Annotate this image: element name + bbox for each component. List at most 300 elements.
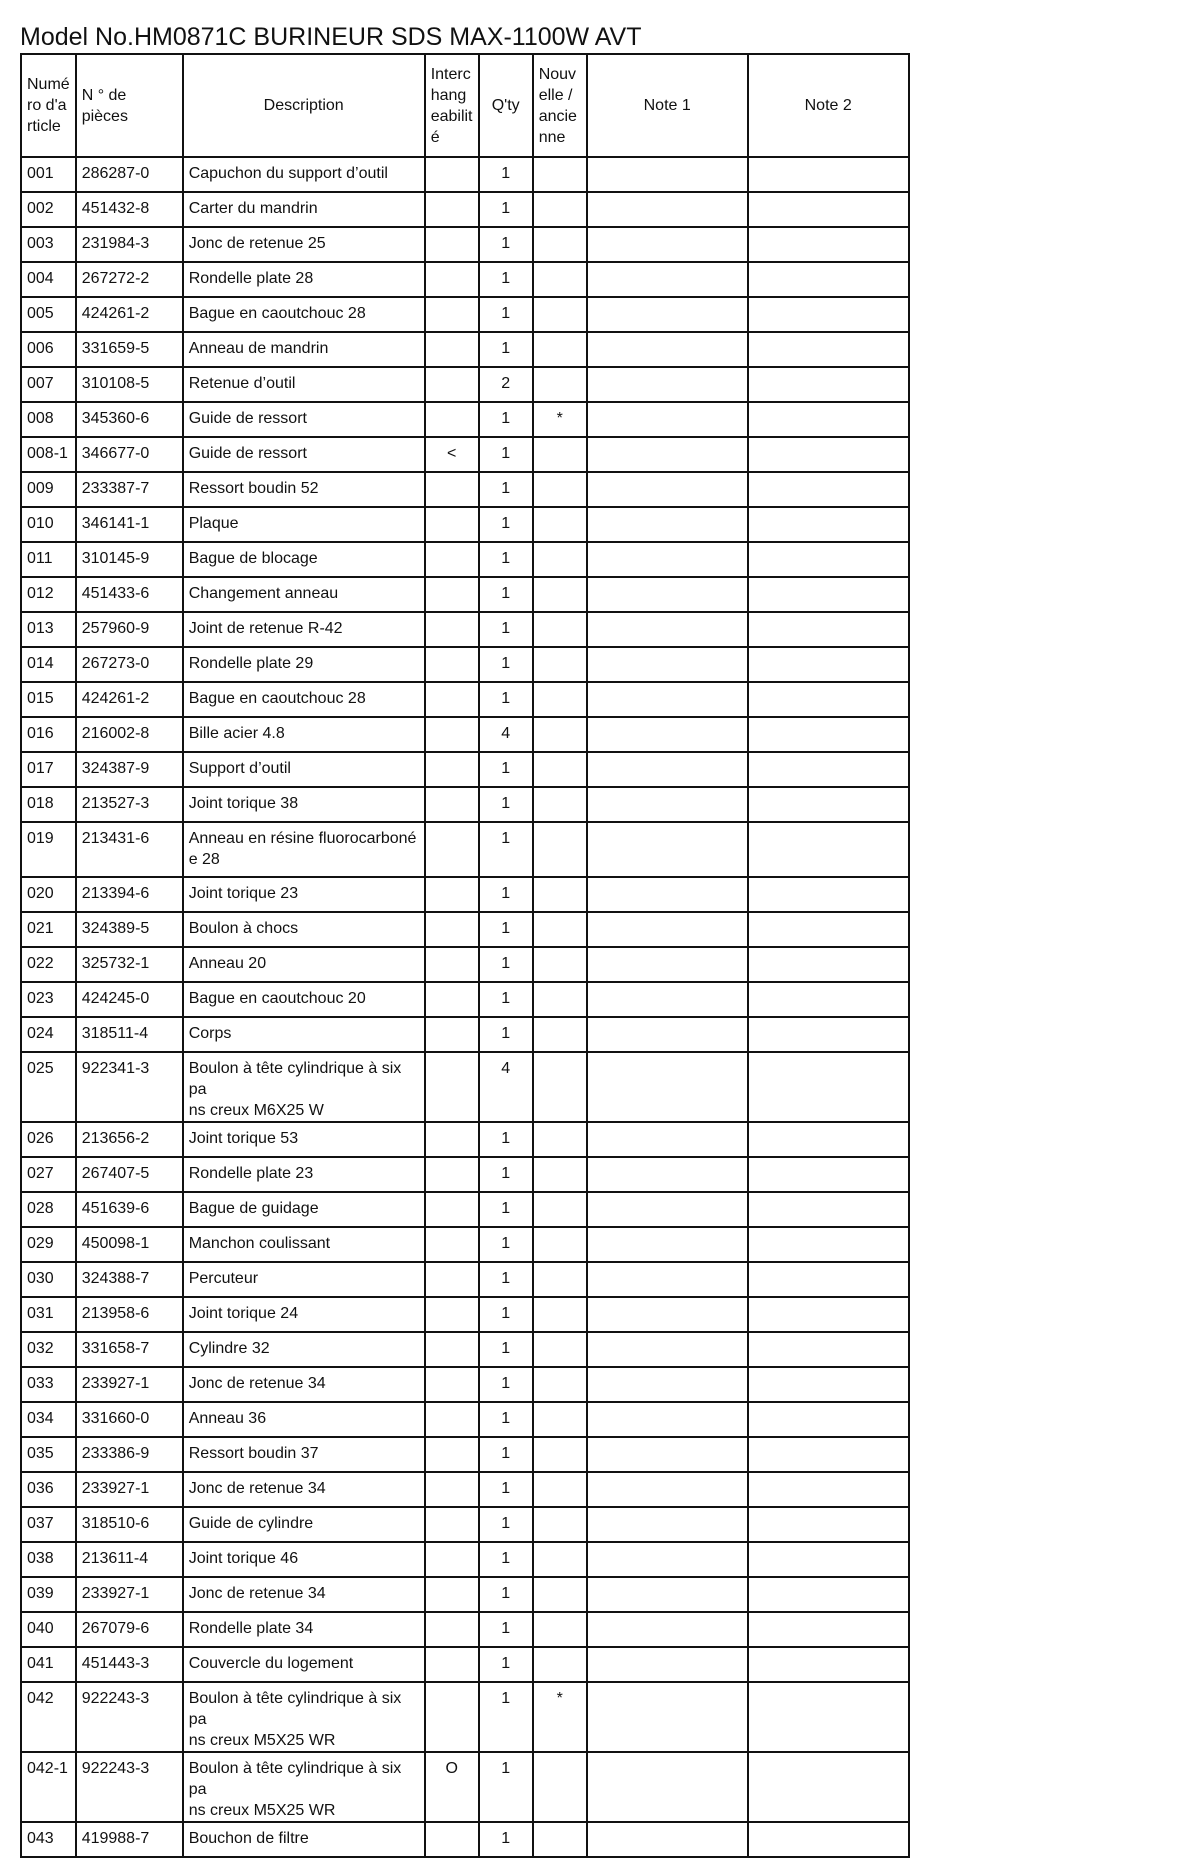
cell-quantity: 1 <box>479 1122 533 1157</box>
table-row <box>21 577 909 612</box>
table-row <box>21 192 909 227</box>
cell-note-2 <box>748 752 909 787</box>
cell-item-number: 006 <box>21 332 76 367</box>
cell-description: Ressort boudin 37 <box>183 1437 425 1472</box>
cell-note-1 <box>587 822 748 877</box>
cell-part-number: 451443-3 <box>76 1647 183 1682</box>
cell-description: Rondelle plate 29 <box>183 647 425 682</box>
table-row <box>21 822 909 877</box>
cell-part-number: 346677-0 <box>76 437 183 472</box>
cell-interchangeability <box>425 542 479 577</box>
cell-interchangeability <box>425 1612 479 1647</box>
cell-part-number: 233386-9 <box>76 1437 183 1472</box>
cell-quantity: 1 <box>479 1437 533 1472</box>
cell-interchangeability <box>425 1192 479 1227</box>
cell-quantity: 1 <box>479 947 533 982</box>
cell-note-1 <box>587 332 748 367</box>
cell-quantity: 1 <box>479 752 533 787</box>
cell-description: Jonc de retenue 34 <box>183 1367 425 1402</box>
cell-description: Jonc de retenue 25 <box>183 227 425 262</box>
cell-note-1 <box>587 877 748 912</box>
table-row <box>21 947 909 982</box>
header-part-number: N ° de pièces <box>76 54 183 157</box>
cell-note-2 <box>748 1297 909 1332</box>
table-row <box>21 1017 909 1052</box>
table-row <box>21 297 909 332</box>
cell-part-number: 233927-1 <box>76 1367 183 1402</box>
cell-interchangeability <box>425 1507 479 1542</box>
cell-description: Cylindre 32 <box>183 1332 425 1367</box>
cell-part-number: 267079-6 <box>76 1612 183 1647</box>
cell-item-number: 031 <box>21 1297 76 1332</box>
cell-note-1 <box>587 577 748 612</box>
cell-description: Joint de retenue R-42 <box>183 612 425 647</box>
cell-new-old <box>533 542 587 577</box>
cell-interchangeability <box>425 332 479 367</box>
cell-note-2 <box>748 1017 909 1052</box>
cell-note-2 <box>748 822 909 877</box>
cell-interchangeability <box>425 1577 479 1612</box>
cell-part-number: 216002-8 <box>76 717 183 752</box>
table-row <box>21 1402 909 1437</box>
cell-note-1 <box>587 1367 748 1402</box>
header-note-1: Note 1 <box>587 54 748 157</box>
cell-note-1 <box>587 1682 748 1752</box>
cell-interchangeability <box>425 1542 479 1577</box>
cell-note-2 <box>748 787 909 822</box>
cell-note-2 <box>748 982 909 1017</box>
cell-description: Carter du mandrin <box>183 192 425 227</box>
cell-new-old <box>533 1437 587 1472</box>
cell-part-number: 324387-9 <box>76 752 183 787</box>
cell-description: Retenue d’outil <box>183 367 425 402</box>
header-interchangeability: Interc hang eabilit é <box>425 54 479 157</box>
cell-new-old: * <box>533 402 587 437</box>
cell-note-2 <box>748 297 909 332</box>
cell-description: Anneau de mandrin <box>183 332 425 367</box>
cell-interchangeability <box>425 402 479 437</box>
cell-note-2 <box>748 1647 909 1682</box>
cell-part-number: 922243-3 <box>76 1752 183 1822</box>
cell-interchangeability <box>425 877 479 912</box>
table-row <box>21 1542 909 1577</box>
cell-description: Manchon coulissant <box>183 1227 425 1262</box>
cell-note-1 <box>587 787 748 822</box>
cell-interchangeability <box>425 192 479 227</box>
cell-part-number: 424245-0 <box>76 982 183 1017</box>
cell-description: Corps <box>183 1017 425 1052</box>
cell-quantity: 1 <box>479 1647 533 1682</box>
cell-note-1 <box>587 1402 748 1437</box>
cell-interchangeability <box>425 612 479 647</box>
cell-note-1 <box>587 1822 748 1857</box>
cell-part-number: 286287-0 <box>76 157 183 192</box>
cell-note-2 <box>748 157 909 192</box>
cell-quantity: 1 <box>479 332 533 367</box>
cell-description: Boulon à tête cylindrique à six pa ns creux M5X25 WR <box>183 1752 425 1822</box>
cell-interchangeability <box>425 1402 479 1437</box>
table-row <box>21 507 909 542</box>
cell-part-number: 451433-6 <box>76 577 183 612</box>
cell-part-number: 331658-7 <box>76 1332 183 1367</box>
cell-description: Capuchon du support d’outil <box>183 157 425 192</box>
cell-interchangeability <box>425 262 479 297</box>
cell-note-2 <box>748 877 909 912</box>
table-row <box>21 1122 909 1157</box>
table-row <box>21 437 909 472</box>
cell-interchangeability: < <box>425 437 479 472</box>
cell-interchangeability: O <box>425 1752 479 1822</box>
cell-note-1 <box>587 472 748 507</box>
cell-item-number: 008 <box>21 402 76 437</box>
cell-quantity: 1 <box>479 542 533 577</box>
table-row <box>21 402 909 437</box>
cell-new-old: * <box>533 1682 587 1752</box>
cell-note-1 <box>587 1052 748 1122</box>
cell-part-number: 267272-2 <box>76 262 183 297</box>
page-title: Model No.HM0871C BURINEUR SDS MAX-1100W AVT <box>20 23 642 51</box>
cell-interchangeability <box>425 1227 479 1262</box>
cell-item-number: 019 <box>21 822 76 877</box>
cell-item-number: 017 <box>21 752 76 787</box>
cell-note-1 <box>587 297 748 332</box>
cell-description: Bague de guidage <box>183 1192 425 1227</box>
cell-description: Rondelle plate 28 <box>183 262 425 297</box>
cell-item-number: 038 <box>21 1542 76 1577</box>
table-row <box>21 717 909 752</box>
cell-part-number: 213611-4 <box>76 1542 183 1577</box>
table-row <box>21 1332 909 1367</box>
cell-interchangeability <box>425 1122 479 1157</box>
cell-part-number: 922243-3 <box>76 1682 183 1752</box>
cell-item-number: 039 <box>21 1577 76 1612</box>
cell-item-number: 027 <box>21 1157 76 1192</box>
cell-part-number: 450098-1 <box>76 1227 183 1262</box>
cell-note-2 <box>748 1157 909 1192</box>
cell-description: Rondelle plate 34 <box>183 1612 425 1647</box>
cell-note-2 <box>748 1752 909 1822</box>
cell-item-number: 004 <box>21 262 76 297</box>
cell-note-2 <box>748 262 909 297</box>
cell-part-number: 267407-5 <box>76 1157 183 1192</box>
cell-part-number: 257960-9 <box>76 612 183 647</box>
cell-new-old <box>533 367 587 402</box>
cell-note-2 <box>748 1122 909 1157</box>
cell-quantity: 1 <box>479 1507 533 1542</box>
cell-note-2 <box>748 1402 909 1437</box>
cell-description: Support d’outil <box>183 752 425 787</box>
cell-description: Changement anneau <box>183 577 425 612</box>
cell-note-2 <box>748 437 909 472</box>
cell-note-1 <box>587 542 748 577</box>
cell-interchangeability <box>425 472 479 507</box>
cell-note-2 <box>748 1227 909 1262</box>
cell-part-number: 318511-4 <box>76 1017 183 1052</box>
cell-note-1 <box>587 1542 748 1577</box>
cell-description: Jonc de retenue 34 <box>183 1577 425 1612</box>
table-header-row <box>21 54 909 157</box>
cell-new-old <box>533 1262 587 1297</box>
cell-new-old <box>533 297 587 332</box>
cell-interchangeability <box>425 157 479 192</box>
cell-quantity: 1 <box>479 1367 533 1402</box>
cell-note-1 <box>587 1192 748 1227</box>
table-row <box>21 1682 909 1752</box>
cell-item-number: 032 <box>21 1332 76 1367</box>
cell-new-old <box>533 1332 587 1367</box>
table-row <box>21 612 909 647</box>
cell-interchangeability <box>425 507 479 542</box>
cell-item-number: 035 <box>21 1437 76 1472</box>
cell-interchangeability <box>425 822 479 877</box>
cell-description: Bague de blocage <box>183 542 425 577</box>
table-row <box>21 1577 909 1612</box>
cell-item-number: 015 <box>21 682 76 717</box>
cell-item-number: 028 <box>21 1192 76 1227</box>
cell-item-number: 003 <box>21 227 76 262</box>
cell-note-1 <box>587 682 748 717</box>
cell-note-2 <box>748 912 909 947</box>
cell-note-1 <box>587 1227 748 1262</box>
cell-note-2 <box>748 192 909 227</box>
cell-item-number: 030 <box>21 1262 76 1297</box>
parts-table-body <box>21 157 909 1857</box>
cell-item-number: 005 <box>21 297 76 332</box>
cell-interchangeability <box>425 577 479 612</box>
cell-note-2 <box>748 542 909 577</box>
header-description: Description <box>183 54 425 157</box>
cell-interchangeability <box>425 717 479 752</box>
cell-quantity: 1 <box>479 822 533 877</box>
cell-interchangeability <box>425 947 479 982</box>
cell-item-number: 025 <box>21 1052 76 1122</box>
cell-quantity: 1 <box>479 912 533 947</box>
header-new-old: Nouv elle / ancie nne <box>533 54 587 157</box>
cell-note-2 <box>748 1437 909 1472</box>
cell-interchangeability <box>425 367 479 402</box>
cell-description: Anneau en résine fluorocarboné e 28 <box>183 822 425 877</box>
table-row <box>21 912 909 947</box>
cell-part-number: 213394-6 <box>76 877 183 912</box>
cell-item-number: 042-1 <box>21 1752 76 1822</box>
cell-note-2 <box>748 947 909 982</box>
cell-item-number: 041 <box>21 1647 76 1682</box>
cell-part-number: 267273-0 <box>76 647 183 682</box>
cell-description: Guide de cylindre <box>183 1507 425 1542</box>
cell-quantity: 1 <box>479 1472 533 1507</box>
cell-part-number: 213656-2 <box>76 1122 183 1157</box>
cell-quantity: 1 <box>479 1752 533 1822</box>
cell-quantity: 2 <box>479 367 533 402</box>
cell-quantity: 1 <box>479 192 533 227</box>
table-row <box>21 982 909 1017</box>
cell-new-old <box>533 1822 587 1857</box>
cell-description: Guide de ressort <box>183 402 425 437</box>
cell-new-old <box>533 332 587 367</box>
cell-quantity: 1 <box>479 1157 533 1192</box>
cell-note-1 <box>587 1647 748 1682</box>
cell-part-number: 318510-6 <box>76 1507 183 1542</box>
cell-part-number: 324389-5 <box>76 912 183 947</box>
table-row <box>21 227 909 262</box>
cell-quantity: 1 <box>479 787 533 822</box>
cell-part-number: 233927-1 <box>76 1472 183 1507</box>
cell-part-number: 213527-3 <box>76 787 183 822</box>
cell-part-number: 331660-0 <box>76 1402 183 1437</box>
cell-interchangeability <box>425 227 479 262</box>
cell-quantity: 1 <box>479 227 533 262</box>
cell-note-2 <box>748 682 909 717</box>
cell-note-2 <box>748 332 909 367</box>
cell-new-old <box>533 822 587 877</box>
cell-note-2 <box>748 1612 909 1647</box>
cell-new-old <box>533 1122 587 1157</box>
cell-item-number: 037 <box>21 1507 76 1542</box>
cell-part-number: 451639-6 <box>76 1192 183 1227</box>
cell-item-number: 042 <box>21 1682 76 1752</box>
cell-note-1 <box>587 1507 748 1542</box>
cell-description: Bague en caoutchouc 20 <box>183 982 425 1017</box>
table-row <box>21 262 909 297</box>
table-row <box>21 1612 909 1647</box>
cell-item-number: 036 <box>21 1472 76 1507</box>
table-row <box>21 1157 909 1192</box>
table-row <box>21 542 909 577</box>
cell-item-number: 023 <box>21 982 76 1017</box>
cell-item-number: 011 <box>21 542 76 577</box>
cell-note-2 <box>748 577 909 612</box>
cell-new-old <box>533 1157 587 1192</box>
cell-item-number: 016 <box>21 717 76 752</box>
cell-part-number: 213431-6 <box>76 822 183 877</box>
cell-note-2 <box>748 1822 909 1857</box>
cell-quantity: 1 <box>479 1822 533 1857</box>
cell-note-1 <box>587 262 748 297</box>
cell-new-old <box>533 437 587 472</box>
cell-description: Joint torique 23 <box>183 877 425 912</box>
cell-interchangeability <box>425 647 479 682</box>
cell-new-old <box>533 947 587 982</box>
table-row <box>21 472 909 507</box>
cell-new-old <box>533 1577 587 1612</box>
cell-note-2 <box>748 1052 909 1122</box>
cell-item-number: 008-1 <box>21 437 76 472</box>
cell-note-1 <box>587 1752 748 1822</box>
cell-item-number: 026 <box>21 1122 76 1157</box>
cell-note-1 <box>587 647 748 682</box>
cell-note-2 <box>748 717 909 752</box>
header-quantity: Q'ty <box>479 54 533 157</box>
cell-new-old <box>533 647 587 682</box>
cell-interchangeability <box>425 1052 479 1122</box>
cell-quantity: 1 <box>479 1017 533 1052</box>
cell-part-number: 213958-6 <box>76 1297 183 1332</box>
cell-interchangeability <box>425 1262 479 1297</box>
cell-note-1 <box>587 507 748 542</box>
cell-new-old <box>533 227 587 262</box>
cell-interchangeability <box>425 787 479 822</box>
table-row <box>21 877 909 912</box>
table-row <box>21 367 909 402</box>
cell-quantity: 1 <box>479 1297 533 1332</box>
cell-note-2 <box>748 367 909 402</box>
cell-quantity: 1 <box>479 437 533 472</box>
cell-item-number: 007 <box>21 367 76 402</box>
cell-description: Bague en caoutchouc 28 <box>183 682 425 717</box>
cell-quantity: 1 <box>479 682 533 717</box>
table-row <box>21 157 909 192</box>
cell-interchangeability <box>425 982 479 1017</box>
cell-note-1 <box>587 1472 748 1507</box>
cell-quantity: 1 <box>479 1612 533 1647</box>
cell-quantity: 1 <box>479 577 533 612</box>
cell-note-2 <box>748 472 909 507</box>
cell-quantity: 4 <box>479 1052 533 1122</box>
cell-note-1 <box>587 1157 748 1192</box>
cell-new-old <box>533 507 587 542</box>
table-row <box>21 1262 909 1297</box>
cell-description: Jonc de retenue 34 <box>183 1472 425 1507</box>
cell-part-number: 231984-3 <box>76 227 183 262</box>
cell-description: Anneau 20 <box>183 947 425 982</box>
cell-note-1 <box>587 717 748 752</box>
table-row <box>21 1647 909 1682</box>
table-row <box>21 1192 909 1227</box>
cell-item-number: 014 <box>21 647 76 682</box>
cell-part-number: 922341-3 <box>76 1052 183 1122</box>
cell-new-old <box>533 912 587 947</box>
cell-note-1 <box>587 1262 748 1297</box>
cell-note-1 <box>587 612 748 647</box>
cell-new-old <box>533 1297 587 1332</box>
cell-description: Joint torique 38 <box>183 787 425 822</box>
table-row <box>21 1507 909 1542</box>
cell-note-1 <box>587 227 748 262</box>
cell-note-2 <box>748 1262 909 1297</box>
cell-new-old <box>533 1612 587 1647</box>
cell-description: Percuteur <box>183 1262 425 1297</box>
cell-part-number: 424261-2 <box>76 297 183 332</box>
cell-description: Boulon à chocs <box>183 912 425 947</box>
cell-interchangeability <box>425 1297 479 1332</box>
table-row <box>21 752 909 787</box>
cell-description: Couvercle du logement <box>183 1647 425 1682</box>
cell-description: Ressort boudin 52 <box>183 472 425 507</box>
table-row <box>21 787 909 822</box>
cell-new-old <box>533 192 587 227</box>
cell-description: Bouchon de filtre <box>183 1822 425 1857</box>
cell-note-2 <box>748 1682 909 1752</box>
cell-note-1 <box>587 1017 748 1052</box>
cell-new-old <box>533 1542 587 1577</box>
cell-note-1 <box>587 437 748 472</box>
cell-note-2 <box>748 1367 909 1402</box>
cell-note-2 <box>748 1577 909 1612</box>
cell-part-number: 324388-7 <box>76 1262 183 1297</box>
cell-new-old <box>533 1507 587 1542</box>
cell-note-1 <box>587 192 748 227</box>
cell-quantity: 1 <box>479 157 533 192</box>
cell-part-number: 346141-1 <box>76 507 183 542</box>
cell-note-1 <box>587 947 748 982</box>
cell-item-number: 018 <box>21 787 76 822</box>
cell-new-old <box>533 472 587 507</box>
cell-interchangeability <box>425 297 479 332</box>
cell-interchangeability <box>425 912 479 947</box>
header-item-number: Numé ro d'a rticle <box>21 54 76 157</box>
cell-part-number: 325732-1 <box>76 947 183 982</box>
cell-note-1 <box>587 982 748 1017</box>
